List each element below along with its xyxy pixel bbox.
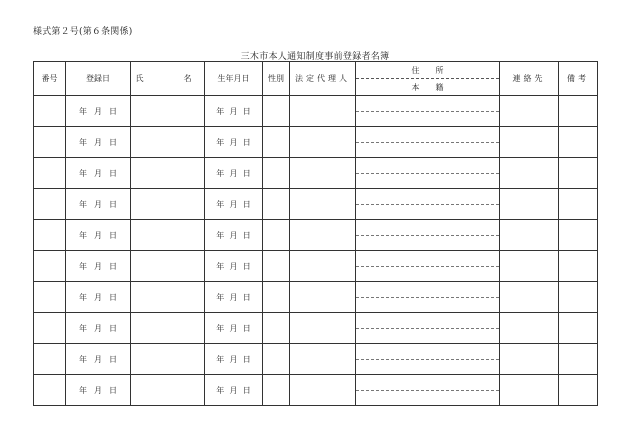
cell-address-domicile [356,127,500,158]
cell-gender [263,220,290,251]
cell-name [131,313,205,344]
cell-number [34,220,66,251]
cell-gender [263,96,290,127]
header-registration-date: 登録日 [66,62,131,96]
cell-contact [500,220,559,251]
cell-birth-date [205,96,263,127]
day-unit: 日 [109,385,117,395]
cell-name [131,282,205,313]
cell-remarks [559,282,598,313]
table-row [34,251,598,282]
year-unit: 年 [79,168,87,178]
month-unit: 月 [229,261,238,271]
month-unit: 月 [229,168,238,178]
cell-registration-date [66,282,131,313]
cell-address [356,251,499,267]
table-row [34,189,598,220]
cell-gender [263,251,290,282]
cell-legal-agent [290,220,356,251]
cell-registration-date [66,313,131,344]
page-title: 三木市本人通知制度事前登録者名簿 [240,52,390,62]
day-unit: 日 [242,292,251,302]
cell-domicile [356,174,499,189]
cell-name [131,189,205,220]
header-address-domicile [356,62,500,96]
day-unit: 日 [242,168,251,178]
header-contact: 連絡先 [500,62,559,96]
cell-domicile [356,112,499,127]
cell-number [34,158,66,189]
year-unit: 年 [216,323,225,333]
cell-contact [500,189,559,220]
day-unit: 日 [109,106,117,116]
day-unit: 日 [242,137,251,147]
cell-number [34,344,66,375]
year-unit: 年 [79,323,87,333]
year-unit: 年 [216,385,225,395]
cell-domicile [356,205,499,220]
cell-legal-agent [290,158,356,189]
cell-registration-date [66,96,131,127]
year-unit: 年 [216,106,225,116]
cell-registration-date [66,158,131,189]
header-legal-agent: 法定代理人 [290,62,356,96]
cell-domicile [356,143,499,158]
day-unit: 日 [109,230,117,240]
day-unit: 日 [242,106,251,116]
cell-contact [500,375,559,406]
month-unit: 月 [94,199,102,209]
month-unit: 月 [94,385,102,395]
day-unit: 日 [109,137,117,147]
cell-number [34,313,66,344]
month-unit: 月 [94,106,102,116]
cell-address-domicile [356,344,500,375]
day-unit: 日 [109,354,117,364]
cell-number [34,375,66,406]
header-name: 氏 名 [131,62,205,96]
cell-remarks [559,127,598,158]
cell-gender [263,158,290,189]
cell-number [34,96,66,127]
cell-registration-date [66,251,131,282]
year-unit: 年 [79,354,87,364]
year-unit: 年 [79,199,87,209]
cell-address [356,344,499,360]
year-unit: 年 [216,261,225,271]
cell-remarks [559,96,598,127]
month-unit: 月 [229,199,238,209]
cell-gender [263,189,290,220]
table-row [34,313,598,344]
cell-birth-date [205,375,263,406]
day-unit: 日 [242,261,251,271]
month-unit: 月 [229,323,238,333]
cell-birth-date [205,220,263,251]
month-unit: 月 [229,354,238,364]
cell-address [356,127,499,143]
cell-contact [500,158,559,189]
day-unit: 日 [109,199,117,209]
cell-number [34,282,66,313]
year-unit: 年 [216,168,225,178]
cell-remarks [559,313,598,344]
cell-number [34,189,66,220]
cell-birth-date [205,282,263,313]
cell-registration-date [66,375,131,406]
cell-birth-date [205,127,263,158]
day-unit: 日 [242,385,251,395]
form-number: 様式第２号(第６条関係) [33,27,133,37]
cell-domicile [356,329,499,344]
cell-address-domicile [356,282,500,313]
day-unit: 日 [109,323,117,333]
cell-domicile [356,236,499,251]
cell-legal-agent [290,127,356,158]
year-unit: 年 [216,137,225,147]
cell-address-domicile [356,220,500,251]
cell-gender [263,282,290,313]
header-domicile: 本 籍 [411,82,444,92]
cell-name [131,375,205,406]
day-unit: 日 [242,230,251,240]
cell-address-domicile [356,158,500,189]
header-birth-date: 生年月日 [205,62,263,96]
year-unit: 年 [79,261,87,271]
day-unit: 日 [242,199,251,209]
cell-domicile [356,391,499,406]
year-unit: 年 [216,292,225,302]
year-unit: 年 [79,137,87,147]
cell-name [131,344,205,375]
month-unit: 月 [94,261,102,271]
cell-remarks [559,375,598,406]
month-unit: 月 [229,230,238,240]
month-unit: 月 [94,168,102,178]
table-row [34,282,598,313]
cell-contact [500,313,559,344]
cell-legal-agent [290,189,356,220]
cell-remarks [559,344,598,375]
year-unit: 年 [216,199,225,209]
cell-address [356,189,499,205]
cell-name [131,158,205,189]
month-unit: 月 [94,230,102,240]
table-row [34,158,598,189]
cell-gender [263,313,290,344]
cell-name [131,96,205,127]
month-unit: 月 [229,385,238,395]
cell-registration-date [66,127,131,158]
cell-address [356,313,499,329]
cell-birth-date [205,158,263,189]
header-remarks: 備考 [559,62,598,96]
cell-number [34,251,66,282]
day-unit: 日 [109,168,117,178]
month-unit: 月 [229,137,238,147]
cell-contact [500,127,559,158]
year-unit: 年 [79,292,87,302]
cell-gender [263,375,290,406]
table-row [34,127,598,158]
cell-legal-agent [290,96,356,127]
cell-registration-date [66,220,131,251]
header-address: 住 所 [356,62,499,79]
cell-legal-agent [290,375,356,406]
year-unit: 年 [79,230,87,240]
cell-remarks [559,251,598,282]
table-row [34,375,598,406]
cell-registration-date [66,344,131,375]
year-unit: 年 [79,385,87,395]
day-unit: 日 [109,261,117,271]
header-row [34,62,598,96]
cell-legal-agent [290,313,356,344]
day-unit: 日 [242,354,251,364]
month-unit: 月 [94,292,102,302]
cell-number [34,127,66,158]
cell-address-domicile [356,96,500,127]
cell-address [356,282,499,298]
month-unit: 月 [94,323,102,333]
cell-legal-agent [290,344,356,375]
cell-domicile [356,298,499,313]
cell-remarks [559,158,598,189]
day-unit: 日 [109,292,117,302]
day-unit: 日 [242,323,251,333]
table-row [34,96,598,127]
year-unit: 年 [79,106,87,116]
cell-name [131,127,205,158]
cell-address-domicile [356,375,500,406]
cell-address-domicile [356,189,500,220]
register-table [33,61,598,406]
cell-domicile [356,267,499,282]
year-unit: 年 [216,354,225,364]
month-unit: 月 [94,137,102,147]
cell-contact [500,251,559,282]
cell-address [356,375,499,391]
header-number: 番号 [34,62,66,96]
cell-address [356,96,499,112]
table-row [34,344,598,375]
cell-birth-date [205,251,263,282]
cell-legal-agent [290,282,356,313]
cell-remarks [559,220,598,251]
table-row [34,220,598,251]
cell-birth-date [205,313,263,344]
cell-address-domicile [356,313,500,344]
cell-gender [263,127,290,158]
cell-legal-agent [290,251,356,282]
cell-contact [500,282,559,313]
cell-remarks [559,189,598,220]
cell-name [131,220,205,251]
month-unit: 月 [94,354,102,364]
cell-contact [500,96,559,127]
cell-address-domicile [356,251,500,282]
cell-domicile [356,360,499,375]
cell-contact [500,344,559,375]
cell-name [131,251,205,282]
cell-address [356,220,499,236]
cell-birth-date [205,344,263,375]
header-gender: 性別 [263,62,290,96]
cell-gender [263,344,290,375]
year-unit: 年 [216,230,225,240]
month-unit: 月 [229,292,238,302]
month-unit: 月 [229,106,238,116]
cell-birth-date [205,189,263,220]
cell-address [356,158,499,174]
cell-registration-date [66,189,131,220]
